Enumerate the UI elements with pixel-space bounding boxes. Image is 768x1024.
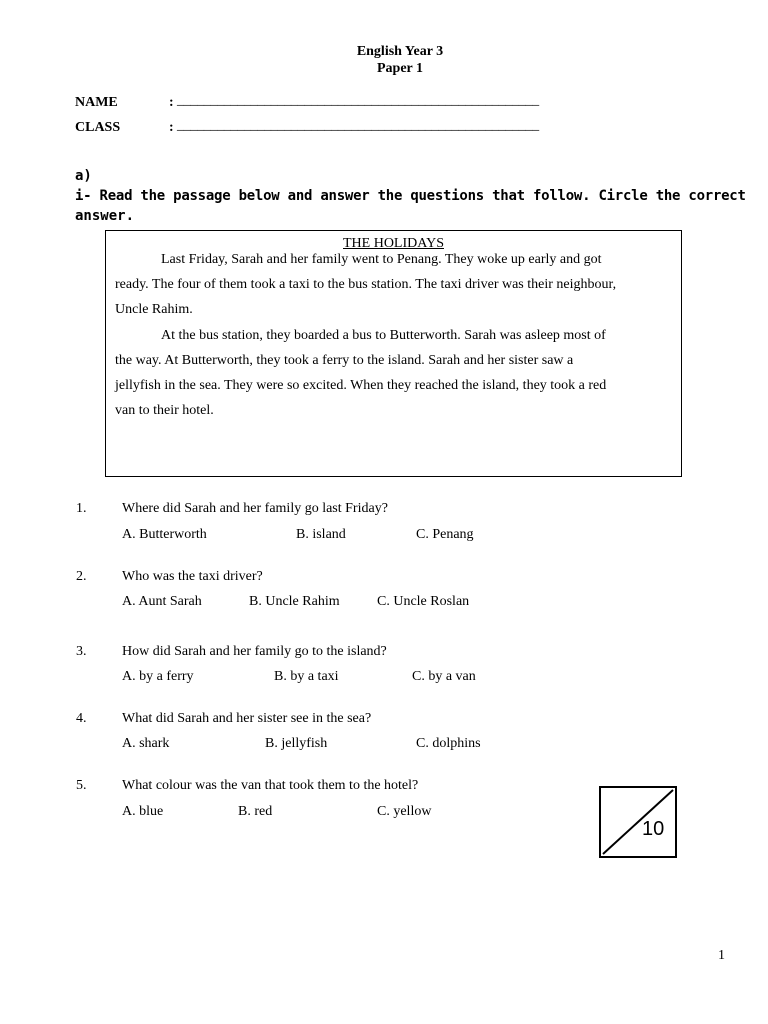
question-number: 3. (76, 644, 87, 659)
score-total: 10 (642, 818, 665, 840)
question-text: How did Sarah and her family go to the island? (122, 644, 387, 659)
passage-line: Last Friday, Sarah and her family went to Penang. They woke up early and got (161, 252, 602, 267)
answer-option-b[interactable]: B. Uncle Rahim (249, 594, 340, 609)
answer-option-a[interactable]: A. blue (122, 804, 164, 819)
score-box (599, 786, 677, 858)
answer-option-c[interactable]: C. Uncle Roslan (377, 594, 470, 609)
answer-option-b[interactable]: B. jellyfish (265, 736, 328, 751)
passage-line: ready. The four of them took a taxi to the bus station. The taxi driver was their neighbour, (115, 277, 617, 292)
answer-option-c[interactable]: C. Penang (416, 527, 474, 542)
answer-option-a[interactable]: A. Aunt Sarah (122, 594, 202, 609)
passage-line: van to their hotel. (115, 403, 214, 418)
page-title: English Year 3 (356, 44, 444, 59)
question-text: Where did Sarah and her family go last Friday? (122, 501, 388, 516)
answer-option-c[interactable]: C. by a van (412, 669, 476, 684)
class-label: CLASS (75, 120, 121, 135)
passage-box (105, 230, 682, 477)
passage-line: the way. At Butterworth, they took a ferry to the island. Sarah and her sister saw a (115, 353, 574, 368)
answer-option-a[interactable]: A. Butterworth (122, 527, 207, 542)
name-field[interactable]: ______________________________________________________ (177, 93, 539, 108)
section-label: a) (75, 168, 92, 184)
answer-option-c[interactable]: C. yellow (377, 804, 432, 819)
answer-option-b[interactable]: B. red (238, 804, 273, 819)
question-number: 4. (76, 711, 87, 726)
answer-option-a[interactable]: A. by a ferry (122, 669, 194, 684)
name-colon: : (169, 95, 174, 110)
page-subtitle: Paper 1 (376, 61, 423, 76)
question-text: What colour was the van that took them to the hotel? (122, 778, 419, 793)
passage-line: jellyfish in the sea. They were so excited. When they reached the island, they took a red (115, 378, 607, 393)
answer-option-c[interactable]: C. dolphins (416, 736, 481, 751)
page-number: 1 (718, 948, 725, 963)
name-label: NAME (75, 95, 118, 110)
question-text: Who was the taxi driver? (122, 569, 263, 584)
class-field[interactable]: ______________________________________________________ (177, 118, 539, 133)
question-number: 2. (76, 569, 87, 584)
answer-option-b[interactable]: B. island (296, 527, 346, 542)
answer-option-a[interactable]: A. shark (122, 736, 170, 751)
passage-line: Uncle Rahim. (115, 302, 193, 317)
question-text: What did Sarah and her sister see in the sea? (122, 711, 372, 726)
question-number: 5. (76, 778, 87, 793)
instruction-text-cont: answer. (75, 208, 135, 224)
passage-line: At the bus station, they boarded a bus to Butterworth. Sarah was asleep most of (161, 328, 606, 343)
answer-option-b[interactable]: B. by a taxi (274, 669, 339, 684)
question-number: 1. (76, 501, 87, 516)
passage-title: THE HOLIDAYS (343, 236, 444, 251)
class-colon: : (169, 120, 174, 135)
instruction-text: i- Read the passage below and answer the questions that follow. Circle the correct (75, 188, 746, 204)
